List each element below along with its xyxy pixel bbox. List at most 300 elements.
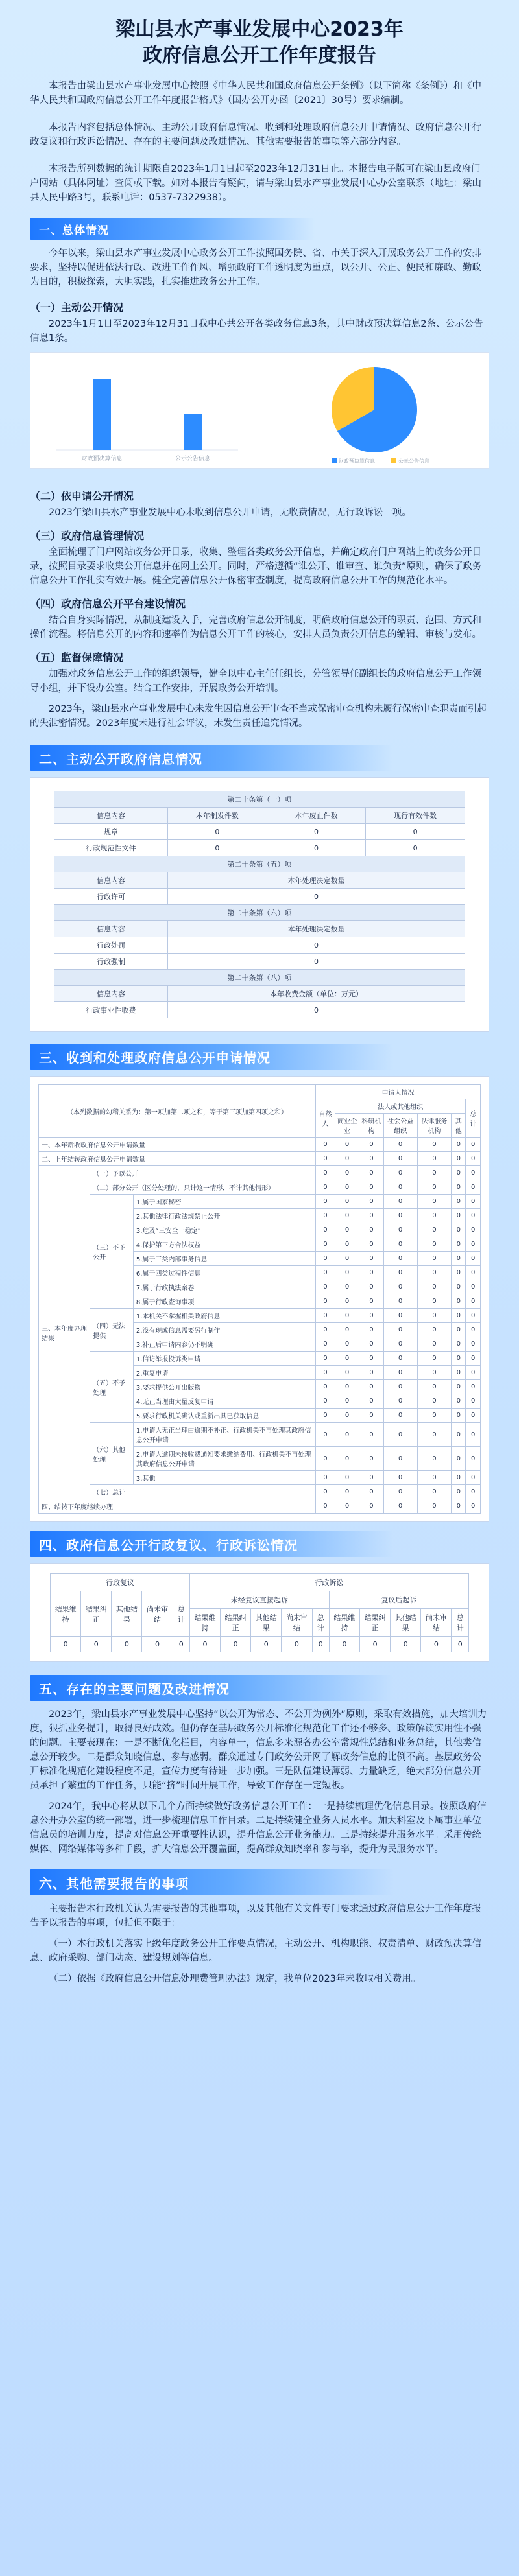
row-label: （七）总计 [90,1485,316,1499]
table-cell: 0 [359,1352,383,1366]
group-label: （三）不予公开 [90,1195,134,1309]
table-row [39,1138,481,1152]
table-cell: 0 [466,1209,481,1223]
table-cell: 0 [142,1637,173,1652]
table-cell: 0 [335,1152,359,1166]
table-row [51,1637,469,1652]
table-cell: 0 [417,1180,451,1195]
table-cell: 0 [466,1409,481,1423]
table-cell: 0 [466,1471,481,1485]
table-cell: 0 [316,1423,335,1447]
table-cell: 0 [452,1252,466,1266]
table-cell: 行政规范性文件 [54,840,168,856]
table-cell: 0 [359,1394,383,1409]
table-cell: 0 [466,1499,481,1514]
table-cell: 0 [421,1637,452,1652]
table-cell: 0 [383,1394,417,1409]
report-title [30,17,489,69]
table-cell: 0 [383,1138,417,1152]
section-6-paragraph-3: （二）依据《政府信息公开信息处理费管理办法》规定，我单位2023年未收取相关费用。 [49,1974,421,1984]
row-label: 1.本机关不掌握相关政府信息 [133,1309,315,1323]
row-label: 2.重复申请 [133,1366,315,1380]
table-cell: 0 [417,1309,451,1323]
table-cell: 0 [316,1294,335,1309]
table-row [39,1499,481,1514]
row-label: 4.保护第三方合法权益 [133,1237,315,1252]
table-cell: 0 [316,1138,335,1152]
table-cell: 行政许可 [54,889,168,905]
lit-col: 总计 [312,1609,329,1637]
table-cell: 0 [417,1195,451,1209]
table-cell: 0 [316,1266,335,1280]
total-header: 总计 [466,1099,481,1138]
title-line-2: 政府信息公开工作年度报告 [143,44,376,67]
table-row [39,1423,481,1447]
table-cell: 0 [335,1309,359,1323]
table-cell: 0 [335,1323,359,1337]
review-col: 结果纠正 [81,1591,112,1637]
group-label: 三、本年度办理结果 [39,1166,90,1499]
table-cell: 0 [359,1485,383,1499]
subsection-info-management: （三）政府信息管理情况 [30,530,145,542]
table-cell: 0 [452,1352,466,1366]
table-cell: 0 [466,1323,481,1337]
table-cell: 0 [316,1485,335,1499]
table-cell: 0 [417,1447,451,1471]
table-cell: 行政事业性收费 [54,1002,168,1018]
table-cell: 0 [366,824,465,840]
table-cell: 0 [335,1195,359,1209]
row-label: （一）予以公开 [90,1166,316,1180]
legal-col-header: 商业企业 [335,1114,359,1138]
table-cell: 0 [51,1637,81,1652]
block1-head: 信息内容 [54,808,168,824]
row-label: 2.没有现成信息需要另行制作 [133,1323,315,1337]
table-cell: 0 [383,1252,417,1266]
table-cell: 0 [383,1337,417,1352]
legend-label: 财政预决算信息 [339,458,375,464]
table-cell: 0 [335,1380,359,1394]
table-cell: 0 [359,1223,383,1237]
table-cell: 0 [267,840,366,856]
active-disclosure-table-card [30,777,489,1032]
table-cell: 0 [452,1294,466,1309]
pie-chart [260,353,489,469]
table-cell: 0 [452,1209,466,1223]
section-2-title: 二、主动公开政府信息情况 [39,751,202,767]
block2-head: 本年处理决定数量 [168,872,465,889]
legal-col-header: 社会公益组织 [383,1114,417,1138]
subsection-on-request: （二）依申请公开情况 [30,490,134,502]
table-cell: 0 [168,1002,465,1018]
table-cell: 0 [383,1423,417,1447]
table-cell: 0 [316,1380,335,1394]
section-6-paragraph-1: 主要报告本行政机关认为需要报告的其他事项，以及其他有关文件专门要求通过政府信息公开工作年度报告予以报告的事项，包括但不限于： [30,1904,481,1928]
platform-text: 结合自身实际情况，从制度建设入手，完善政府信息公开制度，明确政府信息公开的职责、范围、方式和操作流程。将信息公开的内容和速率作为信息公开工作的核心，安排人员负责公开信息的编辑、审核与发布。 [30,615,481,640]
table-cell: 0 [316,1499,335,1514]
natural-person-header: 自然人 [316,1099,335,1138]
table-cell: 0 [383,1195,417,1209]
table-cell: 0 [366,840,465,856]
table-cell: 0 [335,1409,359,1423]
table-cell: 0 [359,1499,383,1514]
intro-paragraph-1: 本报告由梁山县水产事业发展中心按照《中华人民共和国政府信息公开条例》（以下简称《条例》）和《中华人民共和国政府信息公开工作年度报告格式》（国办公开办函〔2021〕30号）要求编制。 [30,81,481,106]
table-cell: 0 [466,1138,481,1152]
row-label: 3.其他 [133,1471,315,1485]
table-cell: 0 [360,1637,391,1652]
table-cell: 0 [168,954,465,970]
table-cell: 0 [335,1471,359,1485]
table-cell: 0 [316,1366,335,1380]
section-5-paragraph-2: 2024年，我中心将从以下几个方面持续做好政务信息公开工作：一是持续梳理优化信息目录。按照政府信息公开办公室的统一部署，进一步梳理信息工作目录。二是持续健全业务人员水平。加大科室及下属事业单位信息员的培训力度，提高对信息公开重要性认识，提升信息公开业务能力。三是持续提升服务水平。采用传统媒体、网络媒体等多种手段，扩大信息公开覆盖面，提高群众知晓率和参与率，提升为民服务水平。 [30,1801,487,1855]
table-cell: 0 [466,1366,481,1380]
table-cell: 0 [168,889,465,905]
table-cell: 0 [335,1252,359,1266]
table-cell: 0 [417,1237,451,1252]
table-cell: 0 [466,1485,481,1499]
table-cell: 0 [452,1409,466,1423]
legal-col-header: 法律服务机构 [417,1114,451,1138]
not-review-first-header: 未经复议直接起诉 [189,1591,329,1609]
table-cell: 规章 [54,824,168,840]
table-cell: 0 [383,1223,417,1237]
table-cell: 0 [359,1195,383,1209]
lit-col: 结果维持 [329,1609,359,1637]
table-cell: 0 [452,1309,466,1323]
legal-col-header: 科研机构 [359,1114,383,1138]
row-label: 1.属于国家秘密 [133,1195,315,1209]
table-cell: 0 [417,1394,451,1409]
table-cell: 0 [452,1223,466,1237]
review-col: 其他结果 [112,1591,142,1637]
table-cell: 0 [335,1485,359,1499]
table-cell: 0 [359,1180,383,1195]
row-label: 7.属于行政执法案卷 [133,1280,315,1294]
table-cell: 0 [359,1447,383,1471]
table-cell: 0 [335,1366,359,1380]
table-cell: 0 [383,1366,417,1380]
table-cell: 0 [173,1637,189,1652]
table-cell: 行政处罚 [54,937,168,954]
table-cell: 0 [452,1471,466,1485]
section-5-paragraph-1: 2023年，梁山县水产事业发展中心坚持“以公开为常态、不公开为例外”原则，采取有效措施，加大培训力度，狠抓业务提升，取得良好成效。但仍存在基层政务公开标准化规范化工作还不够多、政策解读实用性不强的问题。主要表现在：一是不断优化栏目，内容单一，信息多来源各办公室常规性总结和业务总结，其他类信息公开较少。二是群众知晓信息、参与感弱。群众通过专门政务公开网了解政务信息的比例不高。基层政务公开标准化规范化建设程度不足，宣传力度有待进一步加强。三是队伍建设薄弱、力量缺乏，绝大部分信息公开员承担了繁重的工作任务，只能“挤”时间开展工作，导致工作存在一定短板。 [30,1709,487,1791]
table-cell: 0 [316,1309,335,1323]
table-cell: 0 [383,1323,417,1337]
legal-col-header: 其他 [452,1114,466,1138]
table-cell: 0 [316,1152,335,1166]
supervision-text-2: 2023年，梁山县水产事业发展中心未发生因信息公开审查不当或保密审查机构未履行保密审查职责而引起的失泄密情况。2023年度未进行社会评议，未发生责任追究情况。 [30,704,487,729]
table-cell: 0 [316,1252,335,1266]
row-label: 四、结转下年度继续办理 [39,1499,316,1514]
table-cell: 0 [383,1180,417,1195]
legend-swatch [332,458,337,463]
table-cell: 0 [452,1280,466,1294]
table-cell: 0 [221,1637,251,1652]
review-col: 尚未审结 [142,1591,173,1637]
table-cell: 0 [316,1223,335,1237]
table-cell: 0 [282,1637,312,1652]
table-cell: 0 [417,1252,451,1266]
table-row [39,1485,481,1499]
lit-col: 总计 [452,1609,469,1637]
table-cell: 0 [316,1280,335,1294]
table-cell: 0 [452,1166,466,1180]
table-cell: 0 [417,1323,451,1337]
table-cell: 0 [251,1637,282,1652]
info-management-text: 全面梳理了门户网站政务公开目录，收集、整理各类政务公开信息，并确定政府门户网站上的政务公开目录，按照目录要求收集公开信息并在网上公开。同时，严格遵循“谁公开、谁审查、谁负责”原则，确保了政务信息公开工作扎实有效开展。健全完善信息公开保密审查制度，提高政府信息公开工作的规范化水平。 [30,547,482,586]
table-cell: 0 [417,1138,451,1152]
row-label: 一、本年新收政府信息公开申请数量 [39,1138,316,1152]
table-cell: 行政强制 [54,954,168,970]
table-cell: 0 [359,1252,383,1266]
row-label: 3.危及“三安全一稳定” [133,1223,315,1237]
lit-col: 其他结果 [251,1609,282,1637]
lit-col: 结果维持 [189,1609,220,1637]
table-cell: 0 [417,1380,451,1394]
table-cell: 0 [452,1499,466,1514]
request-table [38,1084,481,1514]
table-cell: 0 [359,1366,383,1380]
table-cell: 0 [359,1309,383,1323]
table-cell: 0 [189,1637,220,1652]
table-cell: 0 [466,1252,481,1266]
table-cell: 0 [359,1166,383,1180]
table-cell: 0 [466,1352,481,1366]
table-cell: 0 [359,1409,383,1423]
section-1-title: 一、总体情况 [39,224,109,237]
section-1-header [30,218,315,240]
table-cell: 0 [383,1152,417,1166]
table-cell: 0 [335,1423,359,1447]
row-label: 8.属于行政查询事项 [133,1294,315,1309]
review-header: 行政复议 [51,1574,190,1591]
table-cell: 0 [452,1266,466,1280]
row-label: （二）部分公开（区分处理的，只计这一情形，不计其他情形） [90,1180,316,1195]
table-cell: 0 [452,1195,466,1209]
row-label: 6.属于四类过程性信息 [133,1266,315,1280]
group-label: （四）无法提供 [90,1309,134,1352]
row-label: 3.补正后申请内容仍不明确 [133,1337,315,1352]
block4-head: 信息内容 [54,986,168,1002]
section-5-title: 五、存在的主要问题及改进情况 [39,1681,230,1697]
subsection-active-disclosure: （一）主动公开情况 [30,301,124,314]
table-cell: 0 [335,1223,359,1237]
table-cell: 0 [359,1323,383,1337]
table-row [39,1352,481,1366]
block1-title: 第二十条第（一）项 [54,791,465,808]
block3-title: 第二十条第（六）项 [54,905,465,921]
table-cell: 0 [335,1266,359,1280]
table-cell: 0 [466,1180,481,1195]
on-request-text: 2023年梁山县水产事业发展中心未收到信息公开申请，无收费情况，无行政诉讼一项。 [49,508,411,518]
table-cell: 0 [383,1266,417,1280]
intro-paragraph-2: 本报告内容包括总体情况、主动公开政府信息情况、收到和处理政府信息公开申请情况、政府信息公开行政复议和行政诉讼情况、存在的主要问题及改进情况、其他需要报告的事项等六部分内容。 [30,123,481,147]
table-cell: 0 [335,1209,359,1223]
table-cell: 0 [417,1471,451,1485]
table-cell: 0 [466,1423,481,1447]
table-cell: 0 [329,1637,359,1652]
table-row [39,1309,481,1323]
table-cell: 0 [359,1209,383,1223]
x-tick-label: 财政预决算信息 [81,456,123,462]
table-cell: 0 [466,1166,481,1180]
table-cell: 0 [316,1447,335,1471]
applicant-header: 申请人情况 [316,1085,481,1099]
block4-head: 本年收费金额（单位：万元） [168,986,465,1002]
block2-title: 第二十条第（五）项 [54,856,465,872]
row-label: 5.要求行政机关确认或重新出具已获取信息 [133,1409,315,1423]
group-label: （六）其他处理 [90,1423,134,1485]
table-cell: 0 [335,1352,359,1366]
table-cell: 0 [452,1366,466,1380]
table-cell: 0 [316,1394,335,1409]
review-col: 结果维持 [51,1591,81,1637]
table-cell: 0 [466,1447,481,1471]
table-cell: 0 [335,1280,359,1294]
table-cell: 0 [452,1237,466,1252]
table-cell: 0 [359,1237,383,1252]
table-cell: 0 [417,1294,451,1309]
section-4-header [30,1531,393,1557]
table-cell: 0 [316,1352,335,1366]
table-cell: 0 [168,937,465,954]
table-cell: 0 [168,824,267,840]
bar [184,414,202,450]
table-cell: 0 [359,1423,383,1447]
table-cell: 0 [359,1471,383,1485]
table-cell: 0 [383,1409,417,1423]
table-cell: 0 [168,840,267,856]
table-cell: 0 [383,1471,417,1485]
section-3-title: 三、收到和处理政府信息公开申请情况 [39,1049,271,1066]
subsection-platform: （四）政府信息公开平台建设情况 [30,598,186,610]
active-disclosure-table [54,791,465,1018]
table-cell: 0 [466,1280,481,1294]
group-label: （五）不予处理 [90,1352,134,1423]
row-label: 二、上年结转政府信息公开申请数量 [39,1152,316,1166]
block1-head: 本年制发件数 [168,808,267,824]
table-cell: 0 [112,1637,142,1652]
legend-swatch [391,458,396,463]
table-cell: 0 [383,1352,417,1366]
table-cell: 0 [383,1294,417,1309]
table-cell: 0 [466,1294,481,1309]
table-cell: 0 [466,1309,481,1323]
table-cell: 0 [417,1337,451,1352]
block4-title: 第二十条第（八）项 [54,970,465,986]
disclosure-charts [30,352,489,469]
section-6-header [30,1869,393,1895]
section-5-header [30,1675,393,1701]
table-cell: 0 [383,1499,417,1514]
row-label: 1.信访举报投诉类申请 [133,1352,315,1366]
table-cell: 0 [383,1380,417,1394]
table-cell: 0 [359,1380,383,1394]
row-label: 3.要求提供公开出版物 [133,1380,315,1394]
title-line-1: 梁山县水产事业发展中心2023年 [115,18,404,41]
table-cell: 0 [391,1637,421,1652]
table-cell: 0 [417,1166,451,1180]
table-cell: 0 [267,824,366,840]
lit-col: 结果纠正 [360,1609,391,1637]
table-row [39,1166,481,1180]
table-cell: 0 [359,1280,383,1294]
row-label: 2.申请人逾期未按收费通知要求缴纳费用、行政机关不再处理其政府信息公开申请 [133,1447,315,1471]
row-label: 2.其他法律行政法规禁止公开 [133,1209,315,1223]
table-cell: 0 [417,1266,451,1280]
table-cell: 0 [417,1409,451,1423]
section-6-paragraph-2: （一）本行政机关落实上级年度政务公开工作要点情况，主动公开、机构职能、权责清单、财政预决算信息、政府采购、部门动态、建设規划等信息。 [30,1939,481,1963]
review-col: 总计 [173,1591,189,1637]
bar-chart [30,353,260,469]
table-cell: 0 [359,1266,383,1280]
table-cell: 0 [417,1352,451,1366]
table-cell: 0 [316,1166,335,1180]
table-cell: 0 [452,1152,466,1166]
table-cell: 0 [417,1366,451,1380]
table-cell: 0 [335,1394,359,1409]
table-cell: 0 [452,1337,466,1352]
table-cell: 0 [466,1266,481,1280]
table-cell: 0 [359,1337,383,1352]
table-cell: 0 [335,1337,359,1352]
table-cell: 0 [452,1138,466,1152]
table-cell: 0 [466,1337,481,1352]
table-cell: 0 [417,1152,451,1166]
table-cell: 0 [316,1337,335,1352]
table-cell: 0 [335,1499,359,1514]
row-label: 5.属于三类内部事务信息 [133,1252,315,1266]
after-review-header: 复议后起诉 [329,1591,468,1609]
table-cell: 0 [466,1394,481,1409]
table-cell: 0 [452,1637,469,1652]
table-cell: 0 [452,1447,466,1471]
table-cell: 0 [335,1237,359,1252]
table-cell: 0 [359,1138,383,1152]
block1-head: 本年废止件数 [267,808,366,824]
table-cell: 0 [417,1209,451,1223]
table-cell: 0 [466,1195,481,1209]
table-cell: 0 [452,1394,466,1409]
x-tick-label: 公示公告信息 [175,456,211,462]
legend-label: 公示公告信息 [398,458,429,464]
table-row [39,1152,481,1166]
corner-note: （本列数据的勾稽关系为：第一项加第二项之和，等于第三项加第四项之和） [39,1085,316,1138]
review-table-card [30,1563,489,1662]
table-cell: 0 [383,1166,417,1180]
section-4-title: 四、政府信息公开行政复议、行政诉讼情况 [39,1537,298,1553]
table-cell: 0 [316,1323,335,1337]
section-1-paragraph: 今年以来，梁山县水产事业发展中心政务公开工作按照国务院、省、市关于深入开展政务公开工作的安排要求，坚持以促进依法行政、改进工作作风、增强政府工作透明度为重点，以公开、公正、便民和廉政、勤政为目的，积极探索，大胆实践，扎实推进政务公开工作。 [30,248,481,287]
table-cell: 0 [466,1152,481,1166]
table-cell: 0 [383,1309,417,1323]
table-cell: 0 [417,1499,451,1514]
table-cell: 0 [417,1223,451,1237]
table-cell: 0 [417,1423,451,1447]
bar [93,379,111,450]
intro-paragraph-3: 本报告所列数据的统计期限自2023年1月1日起至2023年12月31日止。本报告电子版可在梁山县政府门户网站（具体网址）查阅或下载。如对本报告有疑问，请与梁山县水产事业发展中心办公室联系（地址：梁山县人民中路3号，联系电话：0537-7322938）。 [30,164,481,203]
table-cell: 0 [466,1380,481,1394]
table-cell: 0 [81,1637,112,1652]
lit-col: 其他结果 [391,1609,421,1637]
block2-head: 信息内容 [54,872,168,889]
section-6-title: 六、其他需要报告的事项 [39,1875,189,1891]
row-label: 1.申请人无正当理由逾期不补正、行政机关不再处理其政府信息公开申请 [133,1423,315,1447]
table-cell: 0 [359,1152,383,1166]
subsection-supervision: （五）监督保障情况 [30,651,124,664]
table-cell: 0 [335,1447,359,1471]
table-cell: 0 [335,1294,359,1309]
